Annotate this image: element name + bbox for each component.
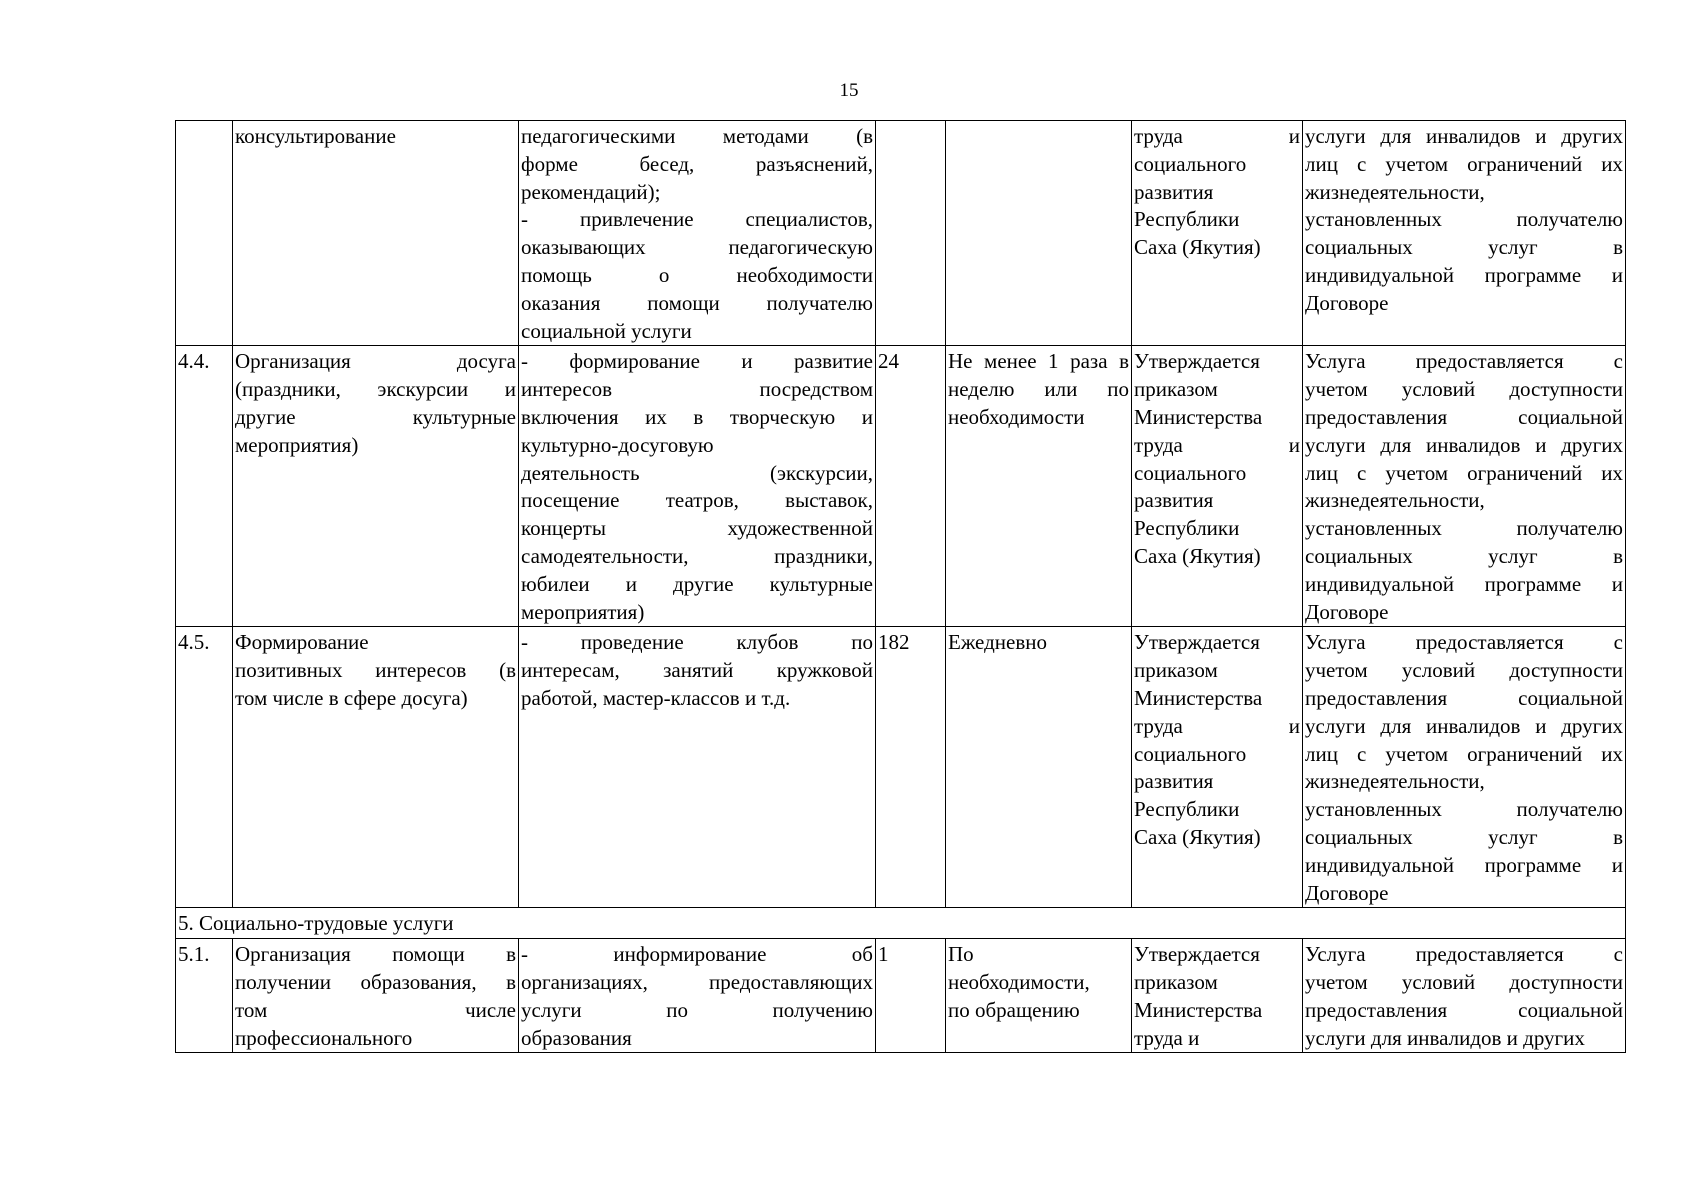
- service-description-line: организациях, предоставляющих: [521, 969, 873, 994]
- service-name: [233, 121, 519, 346]
- service-volume: 1: [876, 939, 946, 1053]
- service-conditions-line: установленных получателю: [1305, 207, 1623, 232]
- service-name-line: мероприятия): [235, 432, 359, 457]
- service-name-line: Организация помощи в: [235, 942, 516, 967]
- service-description-line: услуги по получению: [521, 997, 873, 1022]
- service-description: [519, 939, 876, 1053]
- service-conditions-line: индивидуальной программе и: [1305, 852, 1623, 877]
- table-row: [176, 939, 1626, 1053]
- services-table: [175, 120, 1626, 1053]
- service-name-line: том числе в сфере досуга): [235, 685, 468, 710]
- service-conditions-line: индивидуальной программе и: [1305, 262, 1623, 287]
- row-number: 5.1.: [176, 939, 233, 1053]
- service-conditions: [1303, 121, 1626, 346]
- service-conditions-line: Договоре: [1305, 599, 1389, 624]
- service-description: [519, 121, 876, 346]
- service-norm-line: Саха (Якутия): [1134, 543, 1261, 568]
- service-name: [233, 939, 519, 1053]
- service-description-line: деятельность (экскурсии,: [521, 460, 873, 485]
- service-conditions-line: предоставления социальной: [1305, 404, 1623, 429]
- service-conditions-line: предоставления социальной: [1305, 685, 1623, 710]
- service-description-line: рекомендаций);: [521, 179, 661, 204]
- service-description-line: социальной услуги: [521, 318, 692, 343]
- service-description: [519, 346, 876, 627]
- service-norm-line: Республики: [1134, 207, 1240, 232]
- service-conditions-line: услуги для инвалидов и других: [1305, 713, 1623, 738]
- service-conditions-line: услуги для инвалидов и других: [1305, 432, 1623, 457]
- service-norm-line: Республики: [1134, 516, 1240, 541]
- service-norm-line: приказом: [1134, 377, 1218, 402]
- service-conditions-line: лиц с учетом ограничений их: [1305, 460, 1623, 485]
- service-description-line: форме бесед, разъяснений,: [521, 151, 873, 176]
- service-conditions-line: услуги для инвалидов и других: [1305, 124, 1623, 148]
- service-norm-line: развития: [1134, 488, 1214, 513]
- service-periodicity-line: Ежедневно: [948, 630, 1048, 655]
- service-description-line: интересов посредством: [521, 377, 873, 402]
- service-periodicity-line: Не менее 1 раза в: [948, 349, 1129, 374]
- service-norm-line: труда и: [1134, 713, 1300, 738]
- service-description-line: самодеятельности, праздники,: [521, 543, 873, 568]
- service-conditions-line: лиц с учетом ограничений их: [1305, 151, 1623, 176]
- service-norm-line: приказом: [1134, 658, 1218, 683]
- service-name-line: получении образования, в: [235, 969, 516, 994]
- page-number: 15: [839, 80, 859, 101]
- service-description-line: - формирование и развитие: [521, 349, 873, 374]
- service-description-line: культурно-досуговую: [521, 432, 714, 457]
- service-name-line: Организация досуга: [235, 349, 516, 374]
- service-norm-line: Саха (Якутия): [1134, 824, 1261, 849]
- service-conditions-line: жизнедеятельности,: [1305, 488, 1485, 513]
- service-description-line: образования: [521, 1025, 632, 1050]
- service-conditions-line: Договоре: [1305, 880, 1389, 905]
- service-name-line: позитивных интересов (в: [235, 658, 516, 683]
- section-title: 5. Социально-трудовые услуги: [176, 908, 1626, 939]
- service-description: [519, 627, 876, 908]
- service-conditions-line: индивидуальной программе и: [1305, 571, 1623, 596]
- service-periodicity: [946, 627, 1132, 908]
- service-norm-line: Министерства: [1134, 404, 1263, 429]
- service-norm-line: Министерства: [1134, 685, 1263, 710]
- service-description-line: - привлечение специалистов,: [521, 207, 873, 232]
- service-description-line: юбилеи и другие культурные: [521, 571, 873, 596]
- service-description-line: включения их в творческую и: [521, 404, 873, 429]
- row-number: [176, 121, 233, 346]
- service-volume: [876, 121, 946, 346]
- service-description-line: интересам, занятий кружковой: [521, 658, 873, 683]
- service-conditions-line: услуги для инвалидов и других: [1305, 1025, 1585, 1050]
- service-description-line: концерты художественной: [521, 516, 873, 541]
- service-periodicity: [946, 121, 1132, 346]
- service-description-line: - информирование об: [521, 942, 873, 967]
- service-norm-line: труда и: [1134, 1025, 1200, 1050]
- service-periodicity-line: По: [948, 942, 974, 967]
- service-periodicity-line: по обращению: [948, 997, 1080, 1022]
- service-conditions-line: учетом условий доступности: [1305, 658, 1623, 683]
- section-header-row: [176, 908, 1626, 939]
- service-norm: [1132, 121, 1303, 346]
- service-conditions-line: социальных услуг в: [1305, 543, 1623, 568]
- service-name-line: другие культурные: [235, 404, 516, 429]
- service-volume: 24: [876, 346, 946, 627]
- service-conditions-line: предоставления социальной: [1305, 997, 1623, 1022]
- service-name: [233, 627, 519, 908]
- service-conditions-line: установленных получателю: [1305, 797, 1623, 822]
- service-conditions: [1303, 939, 1626, 1053]
- service-description-line: педагогическими методами (в: [521, 124, 873, 148]
- service-norm-line: социального: [1134, 151, 1247, 176]
- service-norm-line: Саха (Якутия): [1134, 235, 1261, 260]
- service-description-line: посещение театров, выставок,: [521, 488, 873, 513]
- service-name-line: (праздники, экскурсии и: [235, 377, 516, 402]
- service-conditions-line: установленных получателю: [1305, 516, 1623, 541]
- service-conditions-line: жизнедеятельности,: [1305, 769, 1485, 794]
- service-periodicity-line: необходимости,: [948, 969, 1090, 994]
- service-norm-line: социального: [1134, 460, 1247, 485]
- service-norm-line: развития: [1134, 179, 1214, 204]
- service-conditions: [1303, 346, 1626, 627]
- service-conditions-line: жизнедеятельности,: [1305, 179, 1485, 204]
- service-description-line: помощь о необходимости: [521, 262, 873, 287]
- table-row: [176, 627, 1626, 908]
- service-norm-line: труда и: [1134, 432, 1300, 457]
- row-number: 4.4.: [176, 346, 233, 627]
- table-row: [176, 346, 1626, 627]
- service-conditions-line: лиц с учетом ограничений их: [1305, 741, 1623, 766]
- service-conditions-line: учетом условий доступности: [1305, 377, 1623, 402]
- service-periodicity-line: необходимости: [948, 404, 1085, 429]
- service-norm: [1132, 939, 1303, 1053]
- table-row: [176, 121, 1626, 346]
- service-description-line: оказывающих педагогическую: [521, 235, 873, 260]
- service-name-line: консультирование: [235, 124, 396, 148]
- service-periodicity: [946, 346, 1132, 627]
- service-norm-line: развития: [1134, 769, 1214, 794]
- service-name-line: Формирование: [235, 630, 369, 655]
- service-name-line: том числе: [235, 997, 516, 1022]
- service-conditions-line: социальных услуг в: [1305, 824, 1623, 849]
- service-conditions-line: Услуга предоставляется с: [1305, 630, 1623, 655]
- service-conditions-line: учетом условий доступности: [1305, 969, 1623, 994]
- service-conditions-line: Договоре: [1305, 290, 1389, 315]
- service-conditions-line: Услуга предоставляется с: [1305, 942, 1623, 967]
- service-description-line: работой, мастер-классов и т.д.: [521, 685, 791, 710]
- service-norm-line: Утверждается: [1134, 349, 1260, 374]
- service-norm-line: Министерства: [1134, 997, 1263, 1022]
- service-conditions-line: социальных услуг в: [1305, 235, 1623, 260]
- service-norm: [1132, 346, 1303, 627]
- service-description-line: оказания помощи получателю: [521, 290, 873, 315]
- service-description-line: мероприятия): [521, 599, 645, 624]
- service-periodicity: [946, 939, 1132, 1053]
- service-periodicity-line: неделю или по: [948, 377, 1129, 402]
- service-name: [233, 346, 519, 627]
- service-conditions: [1303, 627, 1626, 908]
- service-norm-line: Утверждается: [1134, 942, 1260, 967]
- service-name-line: профессионального: [235, 1025, 413, 1050]
- service-description-line: - проведение клубов по: [521, 630, 873, 655]
- service-norm-line: приказом: [1134, 969, 1218, 994]
- service-conditions-line: Услуга предоставляется с: [1305, 349, 1623, 374]
- service-norm-line: социального: [1134, 741, 1247, 766]
- service-norm: [1132, 627, 1303, 908]
- row-number: 4.5.: [176, 627, 233, 908]
- service-norm-line: Республики: [1134, 797, 1240, 822]
- service-volume: 182: [876, 627, 946, 908]
- service-norm-line: труда и: [1134, 124, 1300, 148]
- service-norm-line: Утверждается: [1134, 630, 1260, 655]
